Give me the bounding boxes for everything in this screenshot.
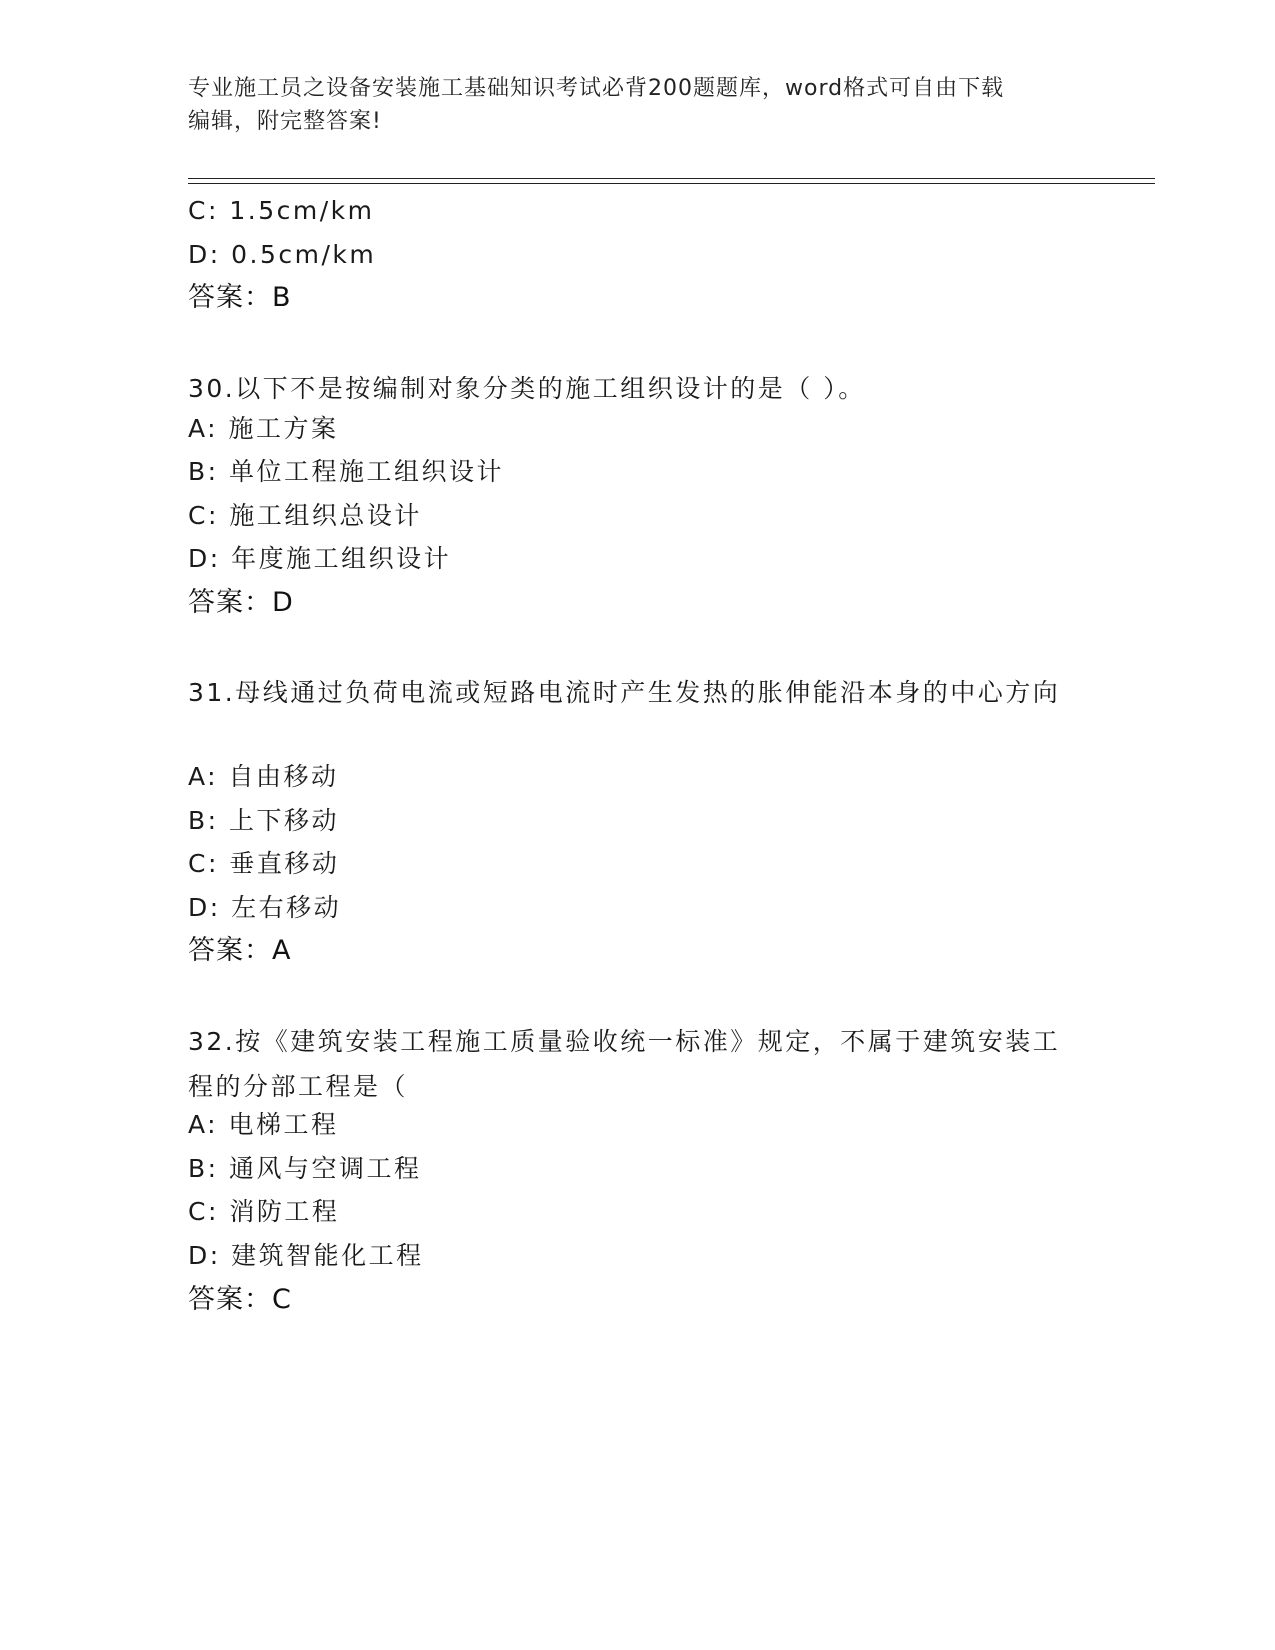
- option-b: [188, 457, 504, 487]
- option-d: [188, 893, 341, 923]
- option-text: 1.5cm/km: [229, 196, 375, 225]
- question-stem: 32.按《建筑安装工程施工质量验收统一标准》规定，不属于建筑安装工程的分部工程是（: [188, 1027, 1061, 1101]
- option-label: A:: [188, 414, 219, 443]
- header-rule-bottom: [188, 183, 1155, 184]
- option-c: [188, 1197, 339, 1227]
- option-label: D:: [188, 544, 221, 573]
- question-stem: 30.以下不是按编制对象分类的施工组织设计的是（ ）。: [188, 374, 866, 403]
- option-text: 年度施工组织设计: [231, 544, 452, 573]
- option-text: 消防工程: [229, 1197, 340, 1226]
- option-label: C:: [188, 1197, 219, 1226]
- option-label: C:: [188, 849, 219, 878]
- option-text: 电梯工程: [228, 1110, 339, 1139]
- answer-line: 答案：A: [188, 935, 292, 966]
- option-text: 通风与空调工程: [229, 1154, 422, 1183]
- option-b: [188, 806, 339, 836]
- header-line-1: 专业施工员之设备安装施工基础知识考试必背200题题库，word格式可自由下载: [188, 76, 1005, 101]
- option-text: 建筑智能化工程: [231, 1241, 424, 1270]
- option-d: [188, 240, 376, 270]
- option-label: D:: [188, 893, 221, 922]
- option-text: 0.5cm/km: [231, 240, 377, 269]
- option-label: C:: [188, 196, 219, 225]
- option-label: B:: [188, 1154, 219, 1183]
- option-label: A:: [188, 1110, 219, 1139]
- option-a: [188, 414, 339, 444]
- option-text: 施工组织总设计: [229, 501, 422, 530]
- option-d: [188, 544, 451, 574]
- option-label: B:: [188, 457, 219, 486]
- option-label: A:: [188, 762, 219, 791]
- option-c: [188, 196, 374, 226]
- option-label: D:: [188, 1241, 221, 1270]
- header-line-2: 编辑，附完整答案!: [188, 109, 382, 134]
- option-text: 上下移动: [229, 806, 340, 835]
- option-c: [188, 849, 339, 879]
- option-label: C:: [188, 501, 219, 530]
- option-a: [188, 1110, 339, 1140]
- answer-line: 答案：C: [188, 1284, 292, 1315]
- header-rule-top: [188, 178, 1155, 179]
- answer-line: 答案：D: [188, 587, 294, 618]
- option-c: [188, 501, 422, 531]
- option-label: B:: [188, 806, 219, 835]
- option-text: 单位工程施工组织设计: [229, 457, 505, 486]
- question-stem: 31.母线通过负荷电流或短路电流时产生发热的胀伸能沿本身的中心方向: [188, 678, 1061, 707]
- document-header: [188, 72, 1068, 138]
- option-b: [188, 1154, 422, 1184]
- option-text: 施工方案: [228, 414, 339, 443]
- option-text: 垂直移动: [229, 849, 340, 878]
- option-text: 左右移动: [231, 893, 342, 922]
- option-label: D:: [188, 240, 221, 269]
- option-a: [188, 762, 339, 792]
- option-d: [188, 1241, 424, 1271]
- answer-line: 答案：B: [188, 282, 292, 313]
- option-text: 自由移动: [228, 762, 339, 791]
